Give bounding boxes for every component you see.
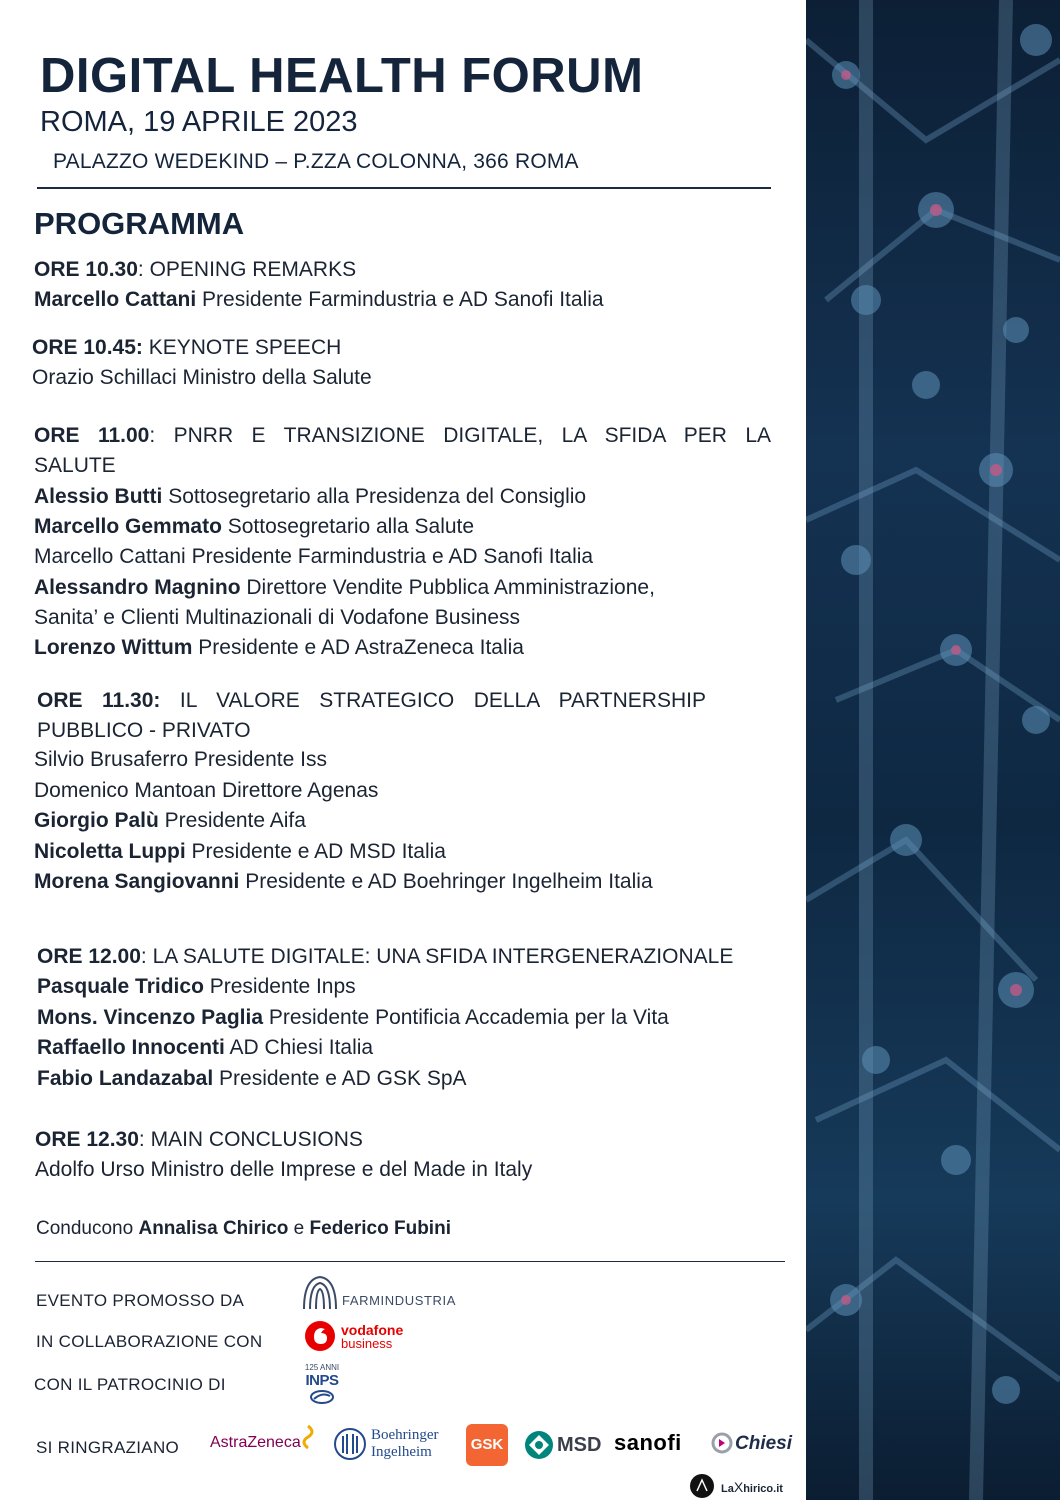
astrazeneca-logo bbox=[210, 1434, 301, 1452]
credit-text: LaXhirico.it bbox=[721, 1479, 783, 1495]
farmindustria-emblem-icon bbox=[300, 1273, 340, 1311]
decorative-network-panel bbox=[806, 0, 1060, 1500]
vodafone-logo-text: vodafone bbox=[341, 1322, 404, 1338]
inps-anniversary-text: 125 ANNI bbox=[304, 1363, 340, 1372]
chiesi-emblem-icon bbox=[711, 1432, 733, 1454]
speaker-name: Giorgio Palù bbox=[34, 809, 159, 832]
speaker-line bbox=[37, 975, 356, 999]
chiesi-logo bbox=[711, 1432, 793, 1454]
speaker-name: Mons. Vincenzo Paglia bbox=[37, 1006, 263, 1029]
speaker-role: Presidente e AD GSK SpA bbox=[213, 1067, 467, 1090]
session-time: ORE 11.00 bbox=[34, 424, 150, 447]
session-topic: : OPENING REMARKS bbox=[137, 258, 357, 281]
moderator-name: Federico Fubini bbox=[309, 1218, 451, 1239]
speaker-name: Silvio Brusaferro bbox=[34, 748, 189, 771]
vodafone-logo-subtext: business bbox=[341, 1336, 393, 1351]
speaker-line bbox=[34, 636, 524, 660]
ingelheim-logo-text: Ingelheim bbox=[371, 1444, 432, 1460]
speaker-role: Presidente Inps bbox=[203, 975, 356, 998]
speaker-role: Presidente e AD Boehringer Ingelheim Italia bbox=[239, 870, 653, 893]
speaker-line bbox=[34, 809, 306, 833]
speaker-line bbox=[35, 1158, 532, 1182]
moderators-line: Conducono Annalisa Chirico e Federico Fubini bbox=[36, 1218, 451, 1239]
event-venue: PALAZZO WEDEKIND – P.ZZA COLONNA, 366 ROMA bbox=[53, 150, 579, 173]
speaker-name: Alessio Butti bbox=[34, 485, 163, 508]
session-header bbox=[34, 258, 356, 282]
inps-emblem-icon bbox=[309, 1390, 335, 1404]
speaker-line bbox=[34, 545, 593, 569]
speaker-line bbox=[34, 576, 655, 600]
sanofi-logo: sanofi bbox=[614, 1430, 682, 1455]
speaker-line bbox=[34, 870, 653, 894]
boehringer-logo-text: Boehringer bbox=[371, 1427, 439, 1443]
vodafone-business-logo bbox=[304, 1320, 404, 1352]
speaker-role: AD Chiesi Italia bbox=[224, 1036, 374, 1059]
speaker-line bbox=[34, 779, 378, 803]
session-topic: KEYNOTE SPEECH bbox=[142, 336, 342, 359]
speaker-line bbox=[32, 366, 372, 390]
speaker-role: Ministro delle Imprese e del Made in Italy bbox=[144, 1158, 533, 1181]
speaker-role: Presidente Farmindustria e AD Sanofi Italia bbox=[185, 545, 594, 568]
session-time: ORE 12.30 bbox=[35, 1128, 139, 1151]
footer-divider bbox=[35, 1261, 785, 1262]
thanks-label: SI RINGRAZIANO bbox=[36, 1438, 180, 1457]
speaker-name: Marcello Cattani bbox=[34, 288, 197, 311]
msd-logo bbox=[524, 1430, 602, 1460]
vodafone-speechmark-icon bbox=[304, 1320, 336, 1352]
speaker-name: Domenico Mantoan bbox=[34, 779, 217, 802]
credit-badge-icon bbox=[690, 1474, 714, 1498]
programme-heading: PROGRAMMA bbox=[34, 206, 245, 241]
session-time: ORE 10.30 bbox=[34, 258, 138, 281]
speaker-role: Sottosegretario alla Presidenza del Consiglio bbox=[162, 485, 587, 508]
session-time: ORE 12.00 bbox=[37, 945, 141, 968]
speaker-line bbox=[34, 748, 327, 772]
session-topic: : PNRR E TRANSIZIONE DIGITALE, LA SFIDA PER LA bbox=[149, 424, 772, 447]
boehringer-ingelheim-logo bbox=[333, 1427, 439, 1461]
speaker-name: Orazio Schillaci bbox=[32, 366, 177, 389]
gsk-logo-text: GSK bbox=[470, 1436, 504, 1453]
session-header bbox=[37, 945, 733, 969]
farmindustria-logo-text: FARMINDUSTRIA bbox=[342, 1293, 456, 1308]
chiesi-logo-text: Chiesi bbox=[735, 1433, 793, 1454]
speaker-name: Adolfo Urso bbox=[35, 1158, 145, 1181]
speaker-name: Pasquale Tridico bbox=[37, 975, 204, 998]
speaker-name: Alessandro Magnino bbox=[34, 576, 241, 599]
speaker-role: Presidente e AD AstraZeneca Italia bbox=[192, 636, 524, 659]
boehringer-emblem-icon bbox=[333, 1427, 367, 1461]
speaker-line bbox=[37, 1006, 669, 1030]
speaker-line bbox=[34, 515, 474, 539]
session-header bbox=[34, 424, 771, 448]
session-topic: : LA SALUTE DIGITALE: UNA SFIDA INTERGENERAZIONALE bbox=[140, 945, 734, 968]
speaker-name: Morena Sangiovanni bbox=[34, 870, 240, 893]
session-topic-continued: SALUTE bbox=[34, 454, 116, 477]
speaker-role: Sottosegretario alla Salute bbox=[221, 515, 475, 538]
speaker-role: Presidente Aifa bbox=[158, 809, 306, 832]
moderator-name: Annalisa Chirico bbox=[138, 1218, 289, 1239]
page-title: DIGITAL HEALTH FORUM bbox=[40, 49, 644, 103]
speaker-line bbox=[34, 840, 446, 864]
speaker-name: Marcello Cattani bbox=[34, 545, 186, 568]
speaker-line bbox=[34, 485, 586, 509]
gsk-logo bbox=[466, 1424, 508, 1466]
session-topic-continued: PUBBLICO - PRIVATO bbox=[37, 719, 251, 742]
session-time: ORE 11.30: bbox=[37, 689, 161, 712]
speaker-name: Raffaello Innocenti bbox=[37, 1036, 225, 1059]
speaker-line bbox=[37, 1067, 467, 1091]
speaker-role: Presidente Pontificia Accademia per la Vita bbox=[263, 1006, 669, 1029]
speaker-role: Presidente Iss bbox=[188, 748, 327, 771]
session-time: ORE 10.45: bbox=[32, 336, 143, 359]
session-header bbox=[35, 1128, 363, 1152]
speaker-name: Marcello Gemmato bbox=[34, 515, 222, 538]
promoted-by-label: EVENTO PROMOSSO DA bbox=[36, 1291, 245, 1310]
speaker-name: Fabio Landazabal bbox=[37, 1067, 214, 1090]
session-topic: IL VALORE STRATEGICO DELLA PARTNERSHIP bbox=[160, 689, 706, 712]
speaker-name: Lorenzo Wittum bbox=[34, 636, 193, 659]
speaker-role: Direttore Agenas bbox=[216, 779, 379, 802]
patronage-label: CON IL PATROCINIO DI bbox=[34, 1375, 226, 1394]
astrazeneca-swirl-icon bbox=[298, 1424, 318, 1450]
speaker-role-continued: Sanita’ e Clienti Multinazionali di Vodafone Business bbox=[34, 606, 521, 629]
speaker-line bbox=[34, 288, 604, 312]
inps-logo bbox=[304, 1363, 340, 1409]
speaker-line bbox=[37, 1036, 373, 1060]
collaboration-label: IN COLLABORAZIONE CON bbox=[36, 1332, 263, 1351]
farmindustria-logo bbox=[300, 1273, 456, 1311]
header-divider bbox=[37, 187, 771, 189]
event-date: ROMA, 19 APRILE 2023 bbox=[40, 106, 358, 138]
speaker-role: Presidente e AD MSD Italia bbox=[185, 840, 446, 863]
astrazeneca-logo-text: AstraZeneca bbox=[210, 1434, 301, 1451]
speaker-role: Direttore Vendite Pubblica Amministrazione, bbox=[240, 576, 655, 599]
msd-emblem-icon bbox=[524, 1430, 554, 1460]
speaker-role: Presidente Farmindustria e AD Sanofi Italia bbox=[196, 288, 604, 311]
msd-logo-text: MSD bbox=[557, 1434, 602, 1456]
inps-logo-text: INPS bbox=[305, 1372, 339, 1389]
session-topic: : MAIN CONCLUSIONS bbox=[138, 1128, 363, 1151]
session-header bbox=[32, 336, 341, 360]
speaker-role: Ministro della Salute bbox=[176, 366, 372, 389]
network-illustration bbox=[806, 0, 1060, 1500]
speaker-name: Nicoletta Luppi bbox=[34, 840, 186, 863]
session-header bbox=[37, 689, 706, 713]
